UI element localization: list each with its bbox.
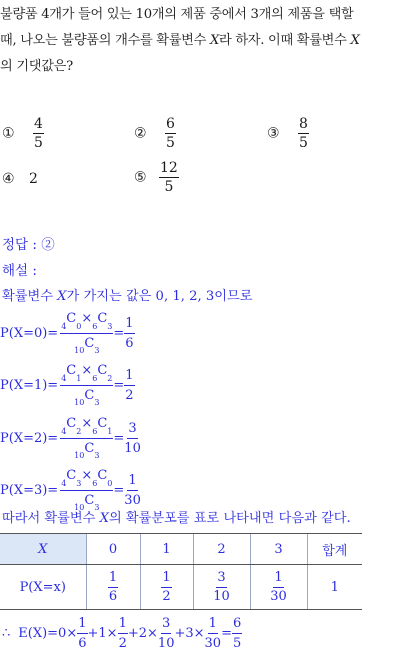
result-fraction: $\frac{1}{30}$: [124, 472, 141, 508]
result-fraction: $\frac{1}{6}$: [125, 315, 134, 351]
table-header-cell: X: [0, 534, 86, 565]
table-header-cell: 3: [250, 534, 307, 565]
table-cell: 1: [307, 565, 362, 610]
combination-fraction: $\frac{_4C_2\times_6C_1}{_{10}C_3}$: [61, 416, 113, 461]
result-fraction: $\frac{1}{2}$: [125, 367, 134, 403]
variable-x: X: [209, 33, 220, 48]
result-fraction: $\frac{6}{5}$: [232, 616, 242, 651]
combination-fraction: $\frac{_4C_1\times_6C_2}{_{10}C_3}$: [61, 363, 113, 408]
question-line-2: 때, 나오는 불량품의 개수를 확률변수 X라 하자. 이때 확률변수 X: [0, 33, 360, 48]
equation-p3: P(X=3)= $\frac{_4C_3\times_6C_0}{_{10}C_3}$ = $\frac{1}{30}$: [0, 468, 141, 513]
variable-x: X: [57, 289, 67, 304]
explanation-intro: 확률변수 X가 가지는 값은 0, 1, 2, 3이므로: [2, 289, 253, 304]
choice-2[interactable]: [134, 117, 176, 150]
choice-marker: ④: [2, 171, 15, 187]
choice-marker: ⑤: [134, 169, 147, 186]
choice-fraction: $\frac{12}{5}$: [160, 160, 178, 195]
table-cell: $\frac{1}{30}$: [250, 565, 307, 610]
table-intro: 따라서 확률변수 X의 확률분포를 표로 나타내면 다음과 같다.: [2, 511, 351, 526]
therefore-symbol: ∴: [2, 626, 11, 641]
equation-p0: P(X=0)= $\frac{_4C_0\times_6C_3}{_{10}C_3}$ = $\frac{1}{6}$: [0, 311, 134, 356]
choice-fraction: $\frac{8}{5}$: [299, 116, 308, 151]
question-line-1: 불량품 4개가 들어 있는 10개의 제품 중에서 3개의 제품을 택할: [0, 7, 354, 22]
probability-distribution-table: [0, 533, 362, 610]
choice-value: 2: [29, 171, 38, 187]
table-cell: $\frac{3}{10}$: [193, 565, 250, 610]
combination-fraction: $\frac{_4C_0\times_6C_3}{_{10}C_3}$: [61, 311, 113, 356]
equation-p2: P(X=2)= $\frac{_4C_2\times_6C_1}{_{10}C_3}$ = $\frac{3}{10}$: [0, 416, 141, 461]
table-row-label: P(X=x): [0, 565, 86, 610]
combination-fraction: $\frac{_4C_3\times_6C_0}{_{10}C_3}$: [61, 468, 113, 513]
variable-x: X: [99, 511, 109, 526]
choice-5[interactable]: [134, 161, 179, 194]
equation-p1: P(X=1)= $\frac{_4C_1\times_6C_2}{_{10}C_3}$ = $\frac{1}{2}$: [0, 363, 134, 408]
explanation-label: 해설 :: [2, 263, 37, 279]
table-cell: $\frac{1}{6}$: [86, 565, 140, 610]
variable-x: X: [350, 33, 360, 48]
choice-4[interactable]: [2, 171, 38, 187]
answer-label: 정답 : ②: [2, 237, 55, 253]
table-header-cell: 0: [86, 534, 140, 565]
table-header-cell: 2: [193, 534, 250, 565]
question-line-3: 의 기댓값은?: [0, 59, 73, 74]
table-cell: $\frac{1}{2}$: [140, 565, 193, 610]
choice-1[interactable]: [2, 117, 44, 150]
table-header-cell: 1: [140, 534, 193, 565]
choice-marker: ①: [2, 125, 15, 142]
choice-fraction: $\frac{4}{5}$: [34, 116, 43, 151]
result-fraction: $\frac{3}{10}$: [124, 420, 141, 456]
table-header-row: [0, 534, 362, 565]
choice-marker: ②: [134, 125, 147, 142]
expected-value-equation: ∴ E(X)=0× $\frac{1}{6}$ +1× $\frac{1}{2}$ +2× $\frac{3}{10}$ +3× $\frac{1}{30}$ = $\frac{6}{5}$: [2, 616, 242, 651]
choice-3[interactable]: [267, 117, 309, 150]
choice-fraction: $\frac{6}{5}$: [166, 116, 175, 151]
choice-marker: ③: [267, 125, 280, 142]
table-header-cell: 합계: [307, 534, 362, 565]
table-row: [0, 565, 362, 610]
question-text: [0, 2, 400, 80]
